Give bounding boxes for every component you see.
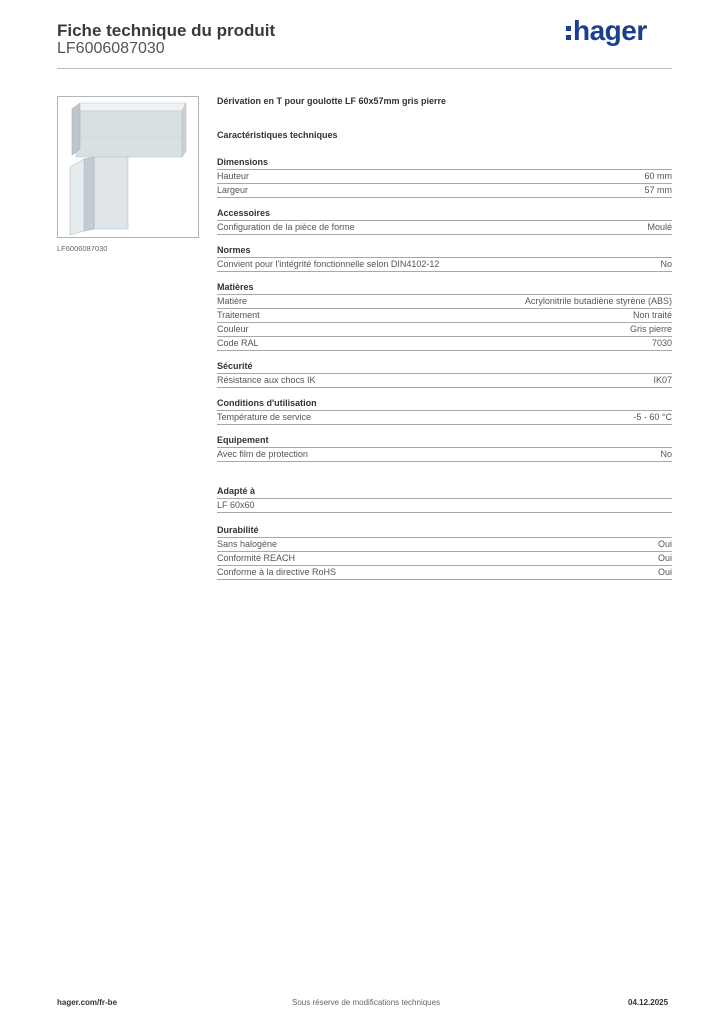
spec-row (217, 323, 672, 337)
spec-value: Moulé (647, 222, 672, 232)
section-title: Adapté à (217, 485, 672, 499)
spec-content (217, 96, 672, 580)
section-title: Durabilité (217, 524, 672, 538)
spec-row (217, 184, 672, 198)
spec-row (217, 411, 672, 425)
spec-value: Oui (657, 553, 672, 563)
spec-label: Matière (217, 296, 248, 306)
spec-row (217, 448, 672, 462)
section-dimensions (217, 156, 672, 198)
section-securite (217, 360, 672, 388)
header-divider (57, 68, 672, 69)
spec-value: Non traité (632, 310, 672, 320)
section-title: Conditions d'utilisation (217, 397, 672, 411)
spec-row (217, 337, 672, 351)
section-title: Dimensions (217, 156, 672, 170)
spec-label: Résistance aux chocs IK (217, 375, 316, 385)
spec-row (217, 566, 672, 580)
spec-label: Couleur (217, 324, 249, 334)
section-matieres (217, 281, 672, 351)
spec-row (217, 170, 672, 184)
page-title: Fiche technique du produit (57, 21, 276, 40)
spec-value: No (660, 449, 672, 459)
t-junction-illustration (58, 97, 198, 237)
spec-row (217, 538, 672, 552)
section-conditions (217, 397, 672, 425)
spec-row (217, 295, 672, 309)
spec-label: Conforme à la directive RoHS (217, 567, 337, 577)
spec-value: -5 - 60 °C (633, 412, 672, 422)
spec-value: 7030 (651, 338, 672, 348)
spec-value: IK07 (653, 375, 672, 385)
section-title: Equipement (217, 434, 672, 448)
image-caption: LF6006087030 (57, 244, 108, 253)
section-adapte (217, 485, 672, 513)
spec-label: Convient pour l'intégrité fonctionnelle selon DIN4102-12 (217, 259, 440, 269)
section-title: Accessoires (217, 207, 672, 221)
spec-label: Conformité REACH (217, 553, 296, 563)
section-durabilite (217, 524, 672, 580)
section-accessoires (217, 207, 672, 235)
section-title: Normes (217, 244, 672, 258)
footer-website-link[interactable]: hager.com/fr-be (57, 998, 118, 1007)
footer-disclaimer: Sous réserve de modifications techniques (292, 998, 441, 1007)
spec-row (217, 258, 672, 272)
section-title: Matières (217, 281, 672, 295)
section-title: Sécurité (217, 360, 672, 374)
spec-row (217, 374, 672, 388)
spec-label: Traitement (217, 310, 260, 320)
spec-label: LF 60x60 (217, 500, 255, 510)
spec-row (217, 552, 672, 566)
section-equipement (217, 434, 672, 462)
spec-label: Configuration de la pièce de forme (217, 222, 355, 232)
spec-row (217, 309, 672, 323)
section-normes (217, 244, 672, 272)
spec-label: Hauteur (217, 171, 250, 181)
spec-value: 57 mm (644, 185, 672, 195)
spec-row (217, 221, 672, 235)
technical-characteristics-title: Caractéristiques techniques (217, 130, 338, 140)
spec-value: Oui (657, 567, 672, 577)
spec-value: Gris pierre (629, 324, 672, 334)
spec-value: Acrylonitrile butadiène styrène (ABS) (524, 296, 672, 306)
spec-label: Code RAL (217, 338, 259, 348)
spec-label: Température de service (217, 412, 312, 422)
logo-text: hager (573, 15, 647, 46)
product-reference: LF6006087030 (57, 40, 165, 57)
product-image (57, 96, 199, 238)
spec-row (217, 499, 672, 513)
logo-dots-icon (566, 20, 572, 42)
spec-value: 60 mm (644, 171, 672, 181)
product-name: Dérivation en T pour goulotte LF 60x57mm gris pierre (217, 96, 447, 106)
footer-date: 04.12.2025 (628, 998, 669, 1007)
spec-value: No (660, 259, 672, 269)
spec-label: Sans halogène (217, 539, 278, 549)
spec-label: Avec film de protection (217, 449, 308, 459)
hager-logo (566, 15, 647, 47)
spec-label: Largeur (217, 185, 249, 195)
spec-value: Oui (657, 539, 672, 549)
